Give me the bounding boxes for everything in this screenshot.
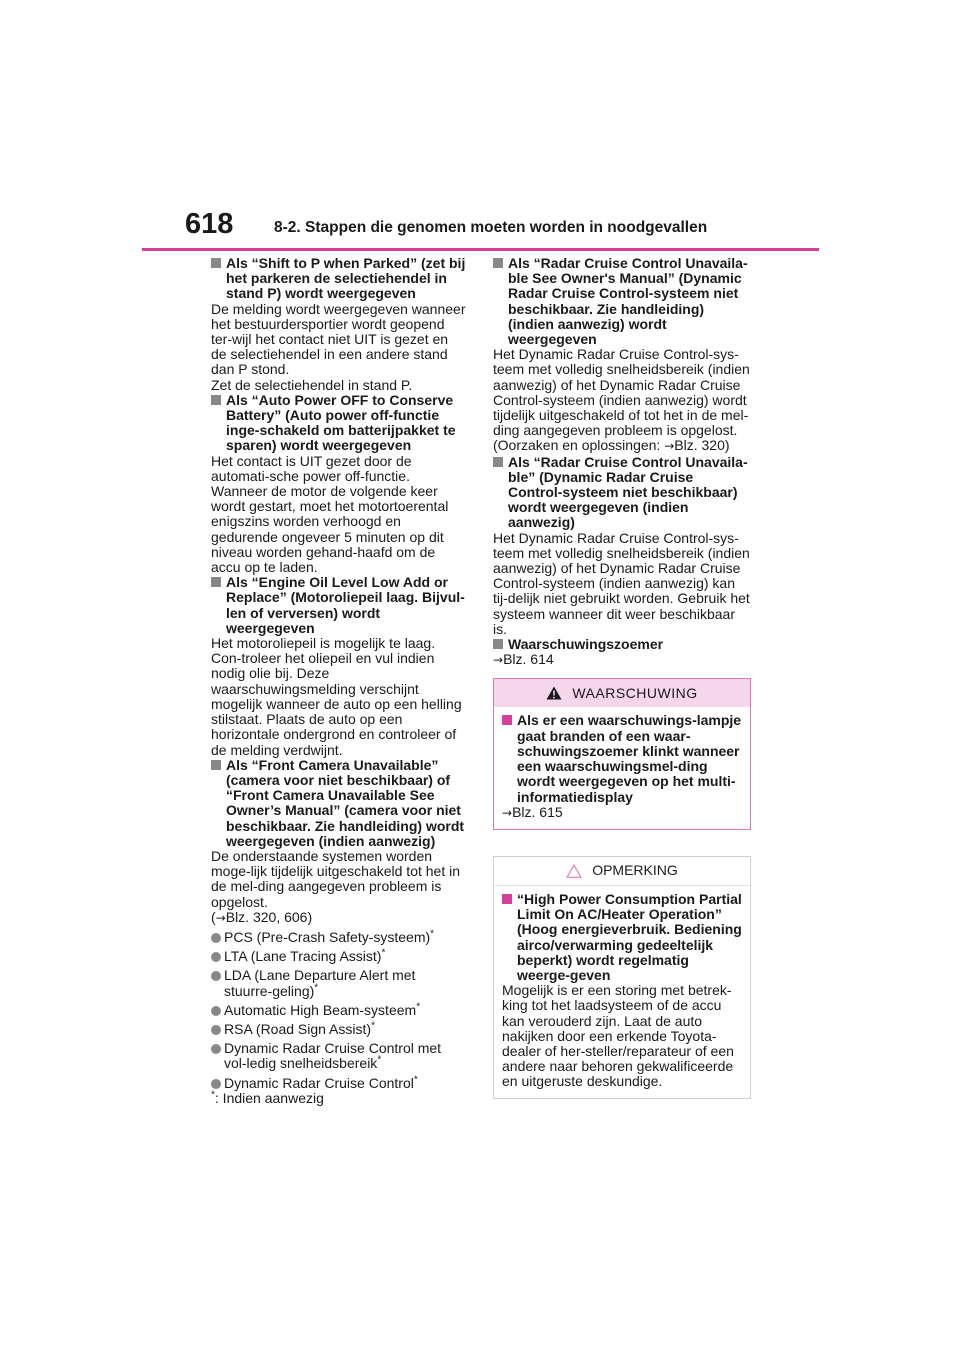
body-paragraph: Het Dynamic Radar Cruise Control-sys-teem met volledig snelheidsbereik (indien aanwezig) of het Dynamic Radar Cruise Control-systeem (indien aanwezig) kan tij-delijk niet gebruikt worden. Gebruik het systeem wanneer dit weer beschikbaar is.	[493, 529, 750, 637]
section-heading	[211, 575, 467, 636]
body-paragraph: Zet de selectiehendel in stand P.	[211, 376, 413, 393]
list-item: Automatic High Beam-systeem*	[211, 1003, 467, 1018]
footnote-marker: *	[416, 1001, 421, 1013]
square-bullet-icon	[211, 760, 221, 770]
page-number: 618	[185, 208, 234, 240]
list-item: LDA (Lane Departure Alert met stuurre-geling)*	[211, 968, 467, 998]
square-bullet-icon	[493, 457, 503, 467]
section-heading-text: Als “Front Camera Unavailable” (camera voor niet beschikbaar) of “Front Camera Unavailable See Owner’s Manual” (camera voor niet beschikbaar. Zie handleiding) wordt weergegeven (indien aanwezig)	[226, 756, 465, 849]
warning-box	[493, 678, 751, 829]
footnote-marker: *	[381, 947, 386, 959]
circle-bullet-icon	[211, 952, 221, 962]
section-heading-text: Als “Engine Oil Level Low Add or Replace” (Motoroliepeil laag. Bijvul-len of verversen) wordt weergegeven	[226, 574, 465, 636]
section-heading	[211, 758, 467, 849]
footnote-marker: *	[430, 928, 435, 940]
body-paragraph: Wanneer de motor de volgende keer wordt gestart, moet het motortoerental enigszins worden verhoogd en gedurende ongeveer 5 minuten op dit niveau worden gehand-haafd om de accu op te laden.	[211, 483, 449, 576]
warning-heading-text: Als er een waarschuwings-lampje gaat branden of een waar-schuwingszoemer klinkt wanneer een waarschuwingsmel-ding wordt weergegeven op het multi-informatiedisplay	[517, 712, 742, 805]
footnote	[211, 1091, 467, 1106]
square-bullet-icon	[493, 258, 503, 268]
section-heading	[493, 256, 751, 347]
list-item: Dynamic Radar Cruise Control met vol-ledig snelheidsbereik*	[211, 1041, 467, 1071]
warning-title: WAARSCHUWING	[572, 684, 698, 701]
warning-body	[494, 707, 750, 828]
list-item: Dynamic Radar Cruise Control*	[211, 1076, 467, 1091]
note-box	[493, 856, 751, 1099]
note-heading	[502, 892, 742, 983]
body-paragraph: De melding wordt weergegeven wanneer het bestuurdersportier wordt geopend ter-wijl het contact niet UIT is gezet en de selectiehendel in een andere stand dan P stond.	[211, 300, 466, 378]
arrow-icon: →	[502, 805, 513, 820]
left-column	[211, 256, 467, 1106]
page-reference	[493, 652, 751, 668]
right-column	[493, 256, 751, 1099]
note-title: OPMERKING	[592, 862, 678, 879]
page-reference: (Oorzaken en oplossingen: →Blz. 320)	[493, 437, 730, 454]
square-bullet-icon	[211, 395, 221, 405]
footnote-text: : Indien aanwezig	[214, 1089, 324, 1106]
page-link[interactable]: Blz. 614	[503, 651, 554, 668]
body-paragraph: Het contact is UIT gezet door de automati-sche power off-functie.	[211, 452, 412, 484]
page-reference	[502, 805, 742, 821]
circle-bullet-icon	[211, 933, 221, 943]
list-item: LTA (Lane Tracing Assist)*	[211, 949, 467, 964]
section-heading-text: Als “Auto Power OFF to Conserve Battery” (Auto power off-functie inge-schakeld om batterijpakket te sparen) wordt weergegeven	[226, 391, 456, 454]
warning-triangle-icon	[546, 686, 562, 700]
square-bullet-icon	[502, 894, 512, 904]
circle-bullet-icon	[211, 1044, 221, 1054]
circle-bullet-icon	[211, 1025, 221, 1035]
section-heading-text: Als “Radar Cruise Control Unavaila-ble See Owner's Manual” (Dynamic Radar Cruise Control-systeem niet beschikbaar. Zie handleiding) (indien aanwezig) wordt weergegeven	[508, 255, 748, 348]
spacer	[493, 830, 751, 846]
page-reference: (→Blz. 320, 606)	[211, 908, 313, 925]
page-link[interactable]: Blz. 320)	[674, 437, 730, 454]
section-heading	[493, 637, 751, 652]
circle-bullet-icon	[211, 1079, 221, 1089]
square-bullet-icon	[493, 639, 503, 649]
section-heading	[211, 393, 467, 454]
footnote-marker: *	[211, 1089, 215, 1101]
square-bullet-icon	[502, 715, 512, 725]
section-heading-text: Waarschuwingszoemer	[508, 636, 664, 653]
page-link[interactable]: Blz. 320, 606)	[225, 908, 313, 925]
square-bullet-icon	[211, 577, 221, 587]
circle-bullet-icon	[211, 1006, 221, 1016]
note-body	[494, 886, 750, 1098]
body-paragraph: Het motoroliepeil is mogelijk te laag. Con-troleer het oliepeil en vul indien nodig olie bij. Deze waarschuwingsmelding verschijnt mogelijk wanneer de auto op een helling stilstaat. Plaats de auto op een horizontale ondergrond en controleer of de melding verdwijnt.	[211, 635, 462, 758]
arrow-icon: →	[664, 439, 675, 454]
arrow-icon: →	[215, 910, 226, 925]
square-bullet-icon	[211, 258, 221, 268]
list-item: RSA (Road Sign Assist)*	[211, 1022, 467, 1037]
footnote-marker: *	[377, 1054, 382, 1066]
section-heading-text: Als “Shift to P when Parked” (zet bij het parkeren de selectiehendel in stand P) wordt weergegeven	[226, 255, 466, 302]
note-heading-text: “High Power Consumption Partial Limit On AC/Heater Operation” (Hoog energieverbruik. Bediening airco/verwarming gedeeltelijk beperkt) wordt regelmatig weerge-geven	[517, 890, 742, 983]
page-header	[142, 208, 819, 251]
section-heading	[211, 256, 467, 302]
footnote-marker: *	[314, 981, 319, 993]
list-item: PCS (Pre-Crash Safety-systeem)*	[211, 930, 467, 945]
body-paragraph: De onderstaande systemen worden moge-lijk tijdelijk uitgeschakeld tot het in de mel-ding aangegeven probleem is opgelost.	[211, 847, 461, 910]
warning-heading	[502, 713, 742, 804]
caution-outline-triangle-icon	[566, 864, 582, 878]
footnote-marker: *	[371, 1020, 375, 1032]
section-title: 8-2. Stappen die genomen moeten worden in noodgevallen	[274, 219, 708, 236]
warning-header	[494, 679, 750, 707]
note-header	[494, 857, 750, 886]
arrow-icon: →	[493, 653, 504, 668]
section-heading-text: Als “Radar Cruise Control Unavaila-ble” (Dynamic Radar Cruise Control-systeem niet beschikbaar) wordt weergegeven (indien aanwezig)	[508, 453, 748, 531]
note-paragraph: Mogelijk is er een storing met betrek-king tot het laadsysteem of de accu kan verouderd zijn. Laat de auto nakijken door een erkende Toyota-dealer of her-steller/reparateur of een andere naar behoren gekwalificeerde en uitgeruste deskundige.	[502, 982, 734, 1090]
body-paragraph: Het Dynamic Radar Cruise Control-sys-teem met volledig snelheidsbereik (indien aanwezig) of het Dynamic Radar Cruise Control-systeem (indien aanwezig) wordt tijdelijk uitgeschakeld of tot het in de mel-ding aangegeven probleem is opgelost.	[493, 346, 750, 439]
footnote-marker: *	[413, 1073, 418, 1085]
circle-bullet-icon	[211, 971, 221, 981]
section-heading	[493, 455, 751, 531]
page-link[interactable]: Blz. 615	[512, 803, 563, 820]
